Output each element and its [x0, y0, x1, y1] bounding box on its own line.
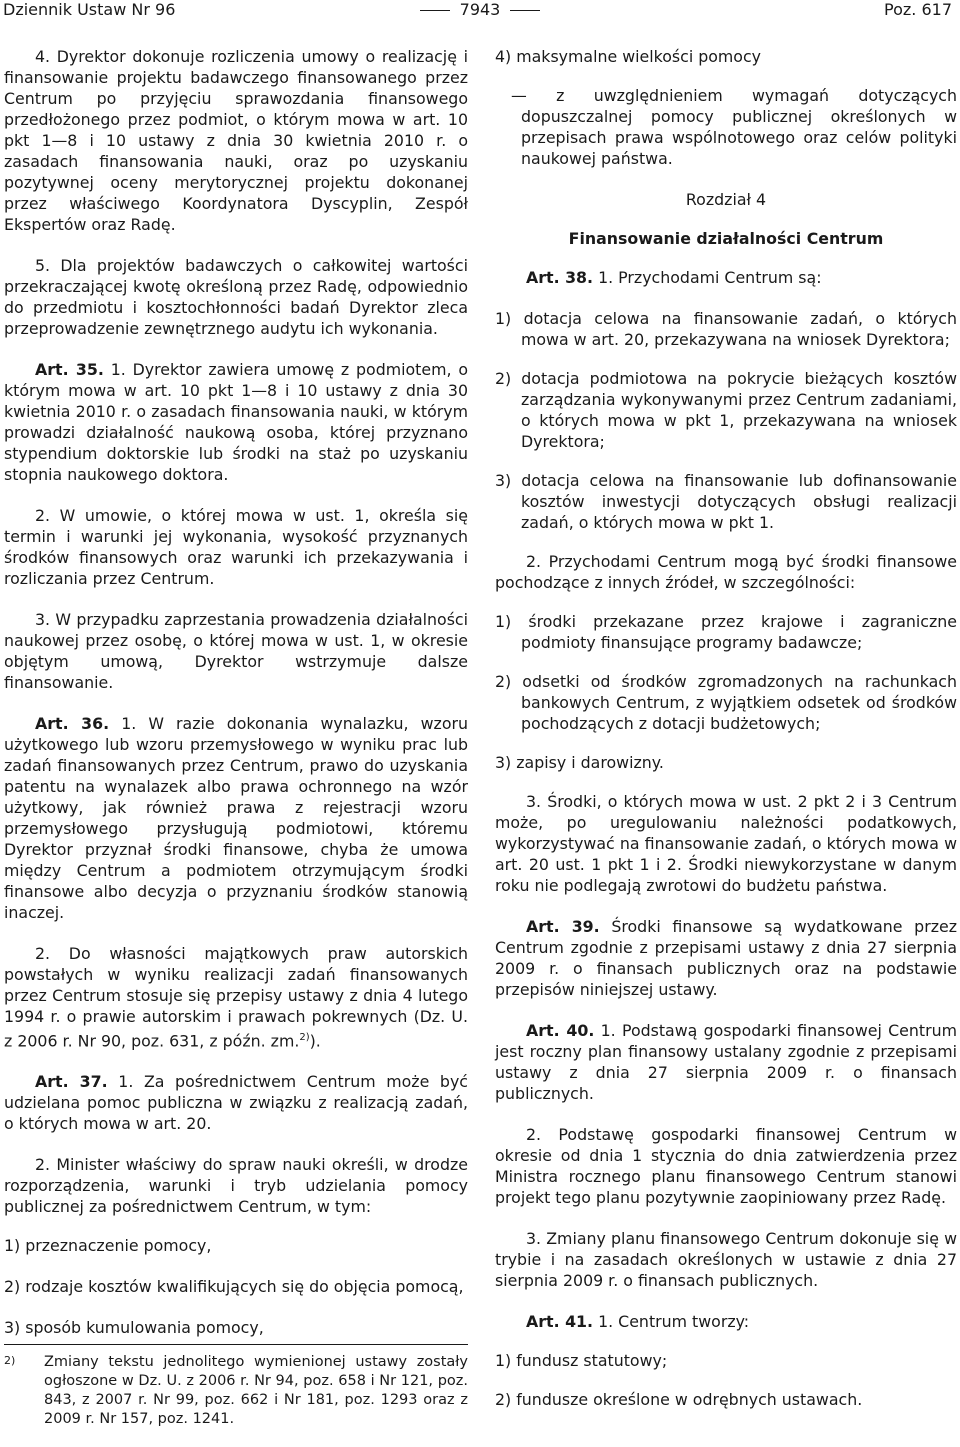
art-37-label: Art. 37. — [35, 1072, 108, 1092]
art-38-p2-item-1: 1) środki przekazane przez krajowe i zagraniczne podmioty finansujące programy badawcze; — [495, 612, 957, 652]
dash-left — [420, 10, 450, 11]
right-column — [495, 46, 957, 1428]
art-39-label: Art. 39. — [526, 917, 600, 936]
footnote-text: Zmiany tekstu jednolitego wymienionej ustawy zostały ogłoszone w Dz. U. z 2006 r. Nr 94, poz. 658 i Nr 121, poz. 843, z 2007 r. Nr 99, poz. 662 i Nr 181, poz. 1293 oraz z 2009 r. Nr 157, poz. 1241. — [44, 1354, 468, 1427]
art-37-item-2: 2) rodzaje kosztów kwalifikujących się do objęcia pomocą, — [4, 1277, 464, 1297]
art-41-p1-text: 1. Centrum tworzy: — [593, 1312, 750, 1331]
art-35-p2: 2. W umowie, o której mowa w ust. 1, określa się termin i warunki jej wykonania, wysokość przyznanych środków finansowych oraz warunki ich przekazywania i rozliczania przez Centrum. — [4, 506, 468, 588]
art-36-p2-text: 2. Do własności majątkowych praw autorskich powstałych w wyniku realizacji zadań finansowanych przez Centrum stosuje się przepisy ustawy z dnia 4 lutego 1994 r. o prawie autorskim i prawach pokrewnych (Dz. U. z 2006 r. Nr 90, poz. 631, z późn. zm. — [4, 944, 468, 1051]
art-35-label: Art. 35. — [35, 360, 104, 379]
art-40-p3: 3. Zmiany planu finansowego Centrum dokonuje się w trybie i na zasadach określonych w ustawie z dnia 27 sierpnia 2009 r. o finansach publicznych. — [495, 1229, 957, 1290]
page-number-wrap — [0, 0, 960, 19]
art-37-item-1: 1) przeznaczenie pomocy, — [4, 1236, 212, 1256]
item-4: 4) maksymalne wielkości pomocy — [495, 47, 762, 66]
paragraph-5: 5. Dla projektów badawczych o całkowitej wartości przekraczającej kwotę określoną przez Radę, odpowiednio do przedmiotu i kosztochłonności badań Dyrektor zleca przeprowadzenie zewnętrznego audytu ich wykonania. — [4, 256, 468, 338]
art-36-p1-text: 1. W razie dokonania wynalazku, wzoru użytkowego lub wzoru przemysłowego w wyniku prac lub zadań finansowanych przez Centrum, prawo do uzyskania patentu na wynalazek albo prawa ochronnego na wzór użytkowy, jak również prawa z rejestracji wzoru przemysłowego przysługują podmiotowi, któremu Dyrektor przyznał środki finansowe, chyba że umowa między Centrum a podmiotem otrzymującym środki finansowe albo decyzja o przyznaniu środków stanowią inaczej. — [4, 714, 468, 922]
footnote-ref[interactable]: 2) — [299, 1032, 310, 1043]
footnote-mark: 2) — [4, 1354, 16, 1367]
chapter-number: Rozdział 4 — [685, 190, 767, 209]
art-41-p1 — [495, 1311, 957, 1332]
art-40-p1-text: 1. Podstawą gospodarki finansowej Centrum jest roczny plan finansowy ustalany zgodnie z przepisami ustawy z dnia 27 sierpnia 2009 r. o finansach publicznych. — [495, 1021, 957, 1103]
left-column — [4, 46, 468, 1358]
journal-name: Dziennik Ustaw Nr 96 — [3, 0, 176, 19]
art-40-p2: 2. Podstawę gospodarki finansowej Centrum w okresie od dnia 1 stycznia do dnia zatwierdzenia przez Ministra rocznego planu finansowego Centrum stanowi projekt tego planu pozytywnie zaopiniowany przez Radę. — [495, 1125, 957, 1207]
position-number: Poz. 617 — [884, 0, 952, 19]
chapter-title: Finansowanie działalności Centrum — [568, 229, 884, 248]
art-38-item-2: 2) dotacja podmiotowa na pokrycie bieżących kosztów zarządzania wykonywanymi przez Centrum zadaniami, o których mowa w pkt 1, przekazywana na wniosek Dyrektora; — [495, 369, 957, 451]
art-38-item-3: 3) dotacja celowa na finansowanie lub dofinansowanie kosztów inwestycji dotyczących obsługi realizacji zadań, o których mowa w pkt 1. — [495, 471, 957, 532]
page-header — [0, 0, 960, 26]
art-39-p1-text: Środki finansowe są wydatkowane przez Centrum zgodnie z przepisami ustawy z dnia 27 sierpnia 2009 r. o finansach publicznych oraz na podstawie przepisów niniejszej ustawy. — [495, 917, 957, 999]
art-39-p1 — [495, 916, 957, 1000]
paragraph-4: 4. Dyrektor dokonuje rozliczenia umowy o realizację i finansowanie projektu badawczego finansowanego przez Centrum po przyjęciu sprawozdania finansowego przedłożonego przez podmiot, o którym mowa w art. 10 pkt 1—8 i 10 ustawy z dnia 30 kwietnia 2010 r. o zasadach finansowania nauki, oraz po uzyskaniu pozytywnej oceny merytorycznej projektu dokonanej przez właściwego Koordynatora Dyscyplin, Zespół Ekspertów oraz Radę. — [4, 47, 468, 234]
footnote — [4, 1344, 468, 1429]
art-38-p2-item-3: 3) zapisy i darowizny. — [495, 753, 664, 772]
art-41-item-1: 1) fundusz statutowy; — [495, 1351, 668, 1370]
art-35-p3: 3. W przypadku zaprzestania prowadzenia działalności naukowej przez osobę, o której mowa w ust. 1, w okresie objętym umową, Dyrektor wstrzymuje dalsze finansowanie. — [4, 610, 468, 692]
art-36-label: Art. 36. — [35, 714, 110, 733]
art-38-p1 — [495, 267, 957, 288]
art-38-p3: 3. Środki, o których mowa w ust. 2 pkt 2 i 3 Centrum może, po uregulowaniu należności podatkowych, wykorzystywać na finansowanie zadań, o których mowa w art. 20 ust. 1 pkt 1 i 2. Środki niewykorzystane w danym roku nie podlegają zwrotowi do budżetu państwa. — [495, 792, 957, 895]
art-37-item-3: 3) sposób kumulowania pomocy, — [4, 1318, 264, 1338]
page-number: 7943 — [459, 0, 501, 19]
item-4-dash: — z uwzględnieniem wymagań dotyczących dopuszczalnej pomocy publicznej określonych w przepisach prawa wspólnotowego oraz celów polityki naukowej państwa. — [511, 86, 957, 168]
art-36-p1 — [4, 713, 468, 923]
art-35-p1-text: 1. Dyrektor zawiera umowę z podmiotem, o którym mowa w art. 10 pkt 1—8 i 10 ustawy z dnia 30 kwietnia 2010 r. o zasadach finansowania nauki, w którym prowadzi działalność naukową osoba, której przyznano stypendium doktorskie lub środki na staż po uzyskaniu stopnia naukowego doktora. — [4, 360, 468, 484]
art-40-label: Art. 40. — [526, 1021, 595, 1040]
art-41-item-2: 2) fundusze określone w odrębnych ustawach. — [495, 1390, 863, 1409]
art-37-p1-text: 1. Za pośrednictwem Centrum może być udzielana pomoc publiczna w związku z realizacją zadań, o których mowa w art. 20. — [4, 1072, 468, 1134]
art-38-p1-text: 1. Przychodami Centrum są: — [593, 268, 822, 287]
art-35-p1 — [4, 359, 468, 485]
art-38-p2-item-2: 2) odsetki od środków zgromadzonych na rachunkach bankowych Centrum, z wyjątkiem odsetek od środków pochodzących z dotacji budżetowych; — [495, 672, 957, 733]
art-37-p1 — [4, 1071, 468, 1134]
art-38-label: Art. 38. — [526, 268, 594, 287]
art-38-p2: 2. Przychodami Centrum mogą być środki finansowe pochodzące z innych źródeł, w szczególności: — [495, 552, 957, 592]
art-40-p1 — [495, 1020, 957, 1104]
dash-right — [510, 10, 540, 11]
art-38-item-1: 1) dotacja celowa na finansowanie zadań, o których mowa w art. 20, przekazywana na wniosek Dyrektora; — [495, 309, 957, 349]
art-36-p2 — [4, 943, 468, 1051]
art-37-p2: 2. Minister właściwy do spraw nauki określi, w drodze rozporządzenia, warunki i tryb udzielania pomocy publicznej za pośrednictwem Centrum, w tym: — [4, 1155, 468, 1217]
art-41-label: Art. 41. — [526, 1312, 594, 1331]
art-36-p2-end: ). — [309, 1031, 321, 1051]
